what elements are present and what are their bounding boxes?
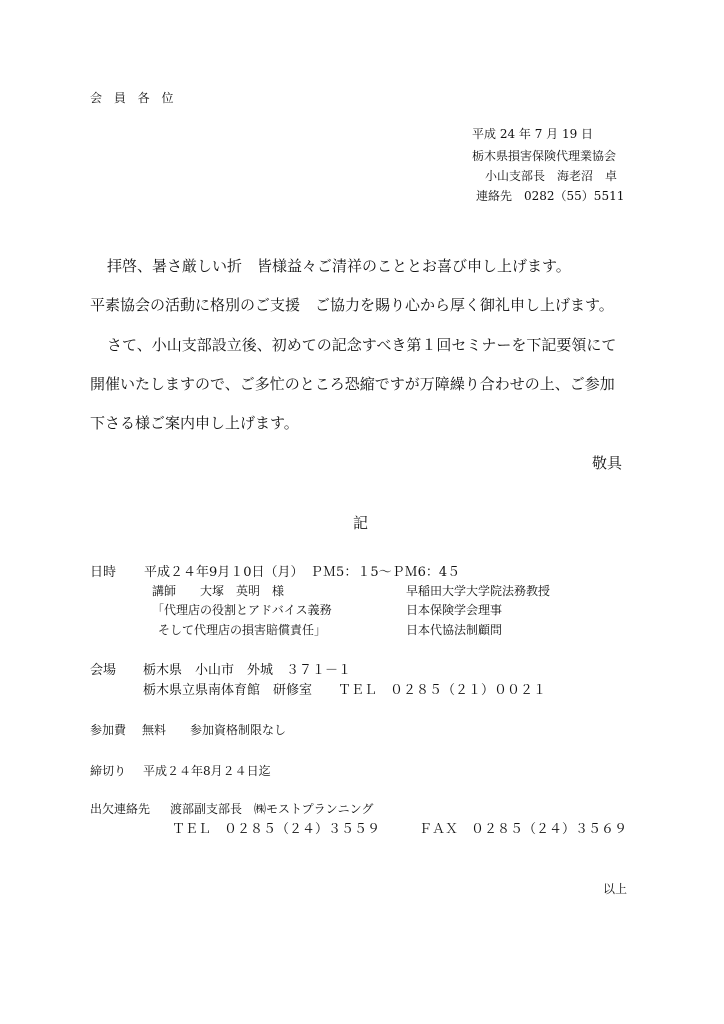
- body-line-5: 下さる様ご案内申し上げます。: [90, 414, 299, 432]
- recipient-line: 会 員 各 位: [90, 91, 178, 105]
- deadline-label: 締切り: [90, 764, 127, 778]
- lecturer-title-3: 日本代協法制顧問: [406, 623, 503, 637]
- sender-organization: 栃木県損害保険代理業協会: [472, 149, 617, 163]
- fee-value: 無料 参加資格制限なし: [142, 723, 287, 737]
- topic-line-1: 「代理店の役割とアドバイス義務: [152, 603, 332, 617]
- lecturer-title-1: 早稲田大学大学院法務教授: [406, 584, 551, 598]
- rsvp-contact: 渡部副支部長 ㈱モストプランニング: [170, 802, 374, 816]
- body-line-4: 開催いたしますので、ご多忙のところ恐縮ですが万障繰り合わせの上、ご参加: [90, 375, 615, 393]
- closing-keigu: 敬具: [592, 454, 623, 472]
- datetime-label: 日時: [90, 565, 117, 580]
- venue-address: 栃木県 小山市 外城 ３７１－１: [143, 663, 352, 678]
- datetime-value: 平成２４年9月１0日（月） ＰＭ5：１5〜ＰＭ6：4５: [144, 565, 461, 580]
- rsvp-phone-fax: ＴＥＬ ０２８５（２４）３５５９ ＦＡＸ ０２８５（２４）３５６９: [172, 822, 628, 837]
- sender-name: 小山支部長 海老沼 卓: [485, 169, 618, 183]
- ki-heading: 記: [353, 514, 369, 532]
- venue-building: 栃木県立県南体育館 研修室 ＴＥＬ ０２８５（２１）００２１: [143, 683, 547, 698]
- venue-label: 会場: [90, 663, 117, 678]
- lecturer-title-2: 日本保険学会理事: [406, 603, 503, 617]
- deadline-value: 平成２４年8月２４日迄: [143, 764, 271, 778]
- topic-line-2: そして代理店の損害賠償責任」: [158, 623, 327, 637]
- sender-contact: 連絡先 0282（55）5511: [476, 189, 625, 203]
- rsvp-label: 出欠連絡先: [90, 802, 151, 816]
- lecturer-name: 講師 大塚 英明 様: [152, 584, 285, 598]
- body-line-2: 平素協会の活動に格別のご支援 ご協力を賜り心から厚く御礼申し上げます。: [90, 296, 614, 314]
- fee-label: 参加費: [90, 723, 127, 737]
- body-line-1: 拝啓、暑さ厳しい折 皆様益々ご清祥のこととお喜び申し上げます。: [107, 257, 571, 275]
- letter-date: 平成 24 年 7 月 19 日: [472, 127, 594, 141]
- end-mark: 以上: [603, 882, 628, 896]
- body-line-3: さて、小山支部設立後、初めての記念すべき第１回セミナーを下記要領にて: [107, 336, 617, 354]
